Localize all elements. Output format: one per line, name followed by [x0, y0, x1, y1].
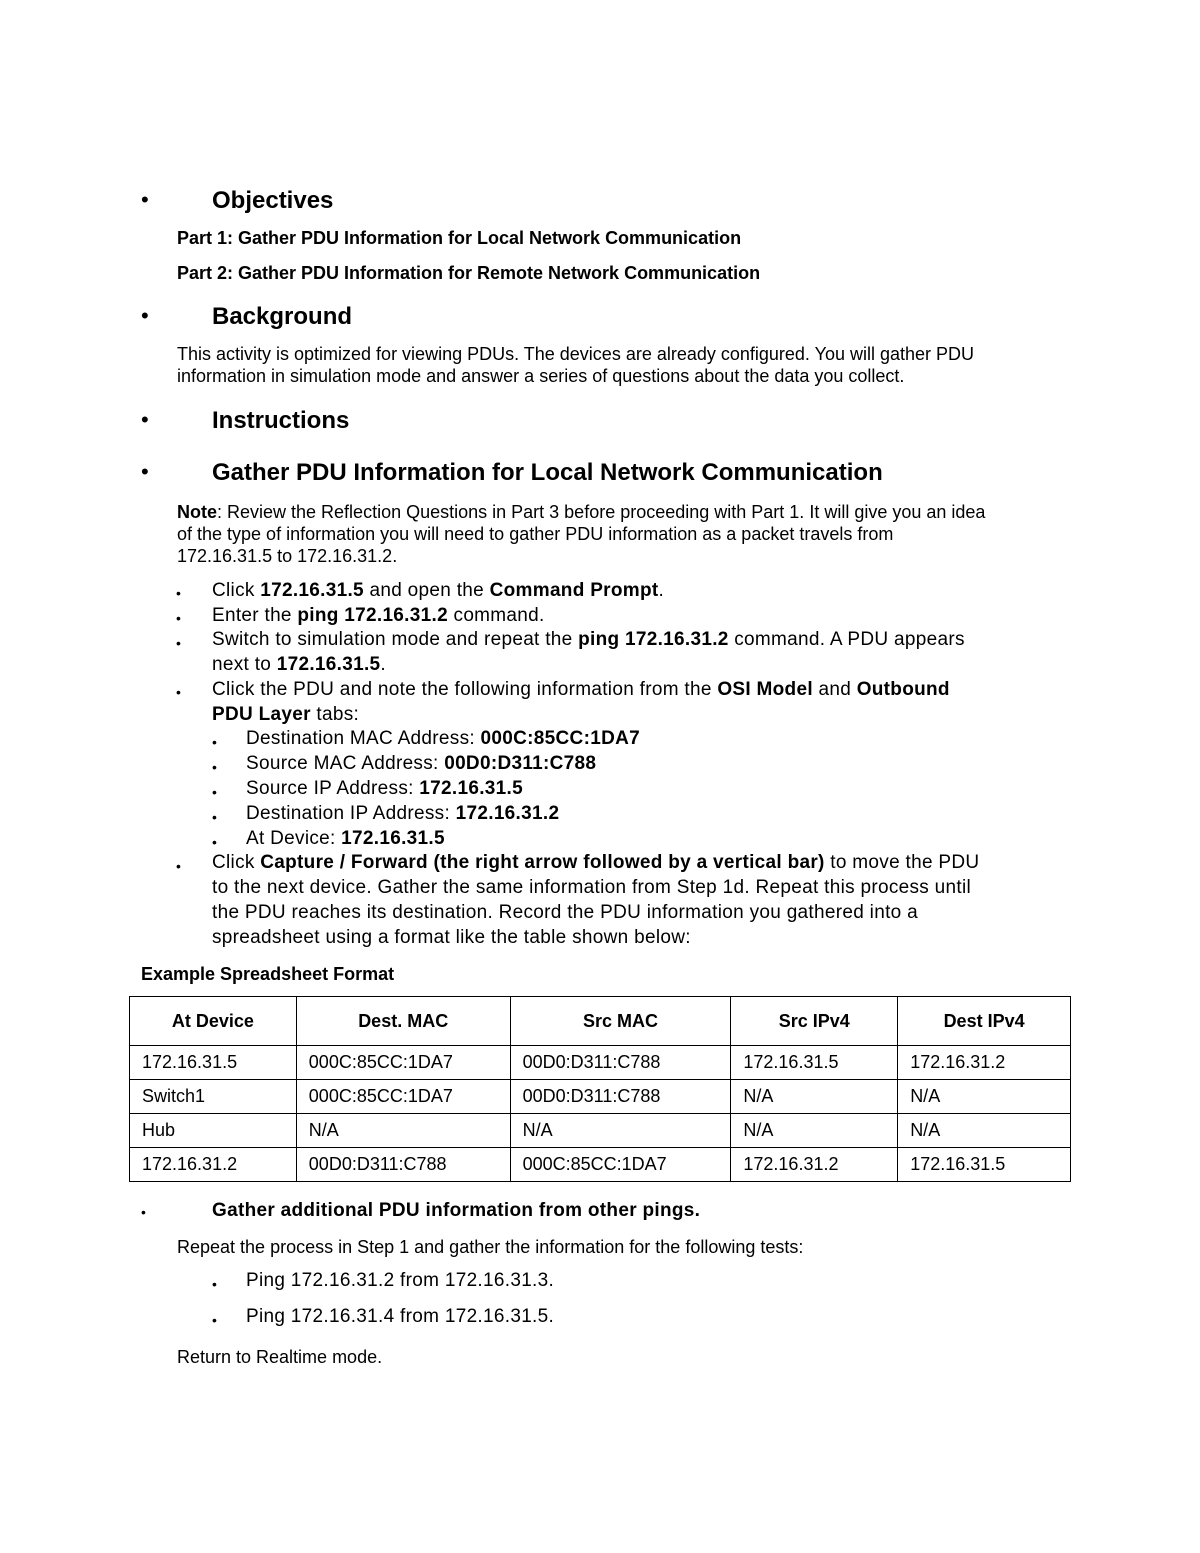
- note-line: of the type of information you will need to gather PDU information as a packet travels from: [177, 524, 894, 544]
- bullet-icon: •: [141, 407, 149, 432]
- step-simulation-mode: Switch to simulation mode and repeat the ping 172.16.31.2 command. A PDU appears: [212, 629, 965, 650]
- test-item: Ping 172.16.31.4 from 172.16.31.5.: [246, 1306, 555, 1327]
- instructions-heading: Instructions: [212, 407, 350, 434]
- step-enter-ping: Enter the ping 172.16.31.2 command.: [212, 605, 545, 626]
- table-cell: N/A: [510, 1114, 731, 1148]
- table-cell: Switch1: [130, 1080, 297, 1114]
- header-dest-mac: Dest. MAC: [296, 997, 510, 1046]
- step-capture-forward: Click Capture / Forward (the right arrow followed by a vertical bar) to move the PDU: [212, 852, 980, 873]
- bullet-icon: •: [212, 809, 217, 825]
- table-cell: N/A: [731, 1114, 898, 1148]
- step-click-device: Click 172.16.31.5 and open the Command Prompt.: [212, 580, 665, 601]
- bullet-icon: •: [212, 759, 217, 775]
- table-cell: 172.16.31.2: [898, 1046, 1071, 1080]
- table-cell: 172.16.31.5: [898, 1148, 1071, 1182]
- table-cell: 00D0:D311:C788: [296, 1148, 510, 1182]
- table-cell: 172.16.31.2: [130, 1148, 297, 1182]
- bullet-icon: •: [141, 459, 149, 484]
- note-line: 172.16.31.5 to 172.16.31.2.: [177, 546, 398, 566]
- bullet-icon: •: [141, 303, 149, 328]
- example-spreadsheet-table: [129, 996, 1071, 1182]
- step-capture-forward-cont: spreadsheet using a format like the table shown below:: [212, 927, 691, 948]
- table-cell: 000C:85CC:1DA7: [296, 1080, 510, 1114]
- bullet-icon: •: [141, 187, 149, 212]
- bullet-icon: •: [212, 734, 217, 750]
- sub-item-src-ip: Source IP Address: 172.16.31.5: [246, 778, 523, 799]
- sub-item-at-device: At Device: 172.16.31.5: [246, 828, 445, 849]
- header-at-device: At Device: [130, 997, 297, 1046]
- header-src-mac: Src MAC: [510, 997, 731, 1046]
- sub-item-dest-mac: Destination MAC Address: 000C:85CC:1DA7: [246, 728, 640, 749]
- table-header-row: [130, 997, 1071, 1046]
- sub-item-src-mac: Source MAC Address: 00D0:D311:C788: [246, 753, 597, 774]
- local-section-heading: Gather PDU Information for Local Network Communication: [212, 459, 883, 486]
- table-cell: 00D0:D311:C788: [510, 1046, 731, 1080]
- bullet-icon: •: [176, 858, 181, 874]
- bullet-icon: •: [176, 635, 181, 651]
- table-caption: Example Spreadsheet Format: [141, 964, 395, 984]
- additional-intro: Repeat the process in Step 1 and gather the information for the following tests:: [177, 1237, 804, 1257]
- note-text: : Review the Reflection Questions in Part 3 before proceeding with Part 1. It will give you an idea: [217, 502, 986, 522]
- table-cell: 172.16.31.5: [130, 1046, 297, 1080]
- table-cell: N/A: [296, 1114, 510, 1148]
- table-cell: Hub: [130, 1114, 297, 1148]
- table-cell: N/A: [898, 1080, 1071, 1114]
- header-dest-ipv4: Dest IPv4: [898, 997, 1071, 1046]
- header-src-ipv4: Src IPv4: [731, 997, 898, 1046]
- objectives-heading: Objectives: [212, 187, 334, 214]
- bullet-icon: •: [212, 834, 217, 850]
- bullet-icon: •: [176, 610, 181, 626]
- background-text-line: information in simulation mode and answer a series of questions about the data you collect.: [177, 366, 905, 386]
- step-capture-forward-cont: the PDU reaches its destination. Record the PDU information you gathered into a: [212, 902, 918, 923]
- table-cell: 172.16.31.5: [731, 1046, 898, 1080]
- background-text-line: This activity is optimized for viewing PDUs. The devices are already configured. You will gather PDU: [177, 344, 975, 364]
- bullet-icon: •: [176, 684, 181, 700]
- bullet-icon: •: [176, 585, 181, 601]
- table-cell: N/A: [898, 1114, 1071, 1148]
- table-row: [130, 1080, 1071, 1114]
- table-cell: 172.16.31.2: [731, 1148, 898, 1182]
- table-cell: 000C:85CC:1DA7: [510, 1148, 731, 1182]
- bullet-icon: •: [212, 784, 217, 800]
- sub-item-dest-ip: Destination IP Address: 172.16.31.2: [246, 803, 560, 824]
- objective-part1: Part 1: Gather PDU Information for Local Network Communication: [177, 228, 742, 248]
- table-row: [130, 1114, 1071, 1148]
- table-row: [130, 1046, 1071, 1080]
- table-row: [130, 1148, 1071, 1182]
- bullet-icon: •: [141, 1204, 146, 1220]
- step-simulation-mode-cont: next to 172.16.31.5.: [212, 654, 386, 675]
- step-note-info-cont: PDU Layer tabs:: [212, 704, 360, 725]
- objective-part2: Part 2: Gather PDU Information for Remote Network Communication: [177, 263, 761, 283]
- table-cell: 000C:85CC:1DA7: [296, 1046, 510, 1080]
- bullet-icon: •: [212, 1312, 217, 1328]
- additional-heading: Gather additional PDU information from other pings.: [212, 1200, 701, 1221]
- note-line: [177, 501, 985, 523]
- note-label: Note: [177, 502, 217, 522]
- test-item: Ping 172.16.31.2 from 172.16.31.3.: [246, 1270, 555, 1291]
- step-note-info: Click the PDU and note the following information from the OSI Model and Outbound: [212, 679, 950, 700]
- additional-outro: Return to Realtime mode.: [177, 1347, 383, 1367]
- table-cell: N/A: [731, 1080, 898, 1114]
- step-capture-forward-cont: to the next device. Gather the same information from Step 1d. Repeat this process until: [212, 877, 972, 898]
- bullet-icon: •: [212, 1276, 217, 1292]
- background-heading: Background: [212, 303, 353, 330]
- table-cell: 00D0:D311:C788: [510, 1080, 731, 1114]
